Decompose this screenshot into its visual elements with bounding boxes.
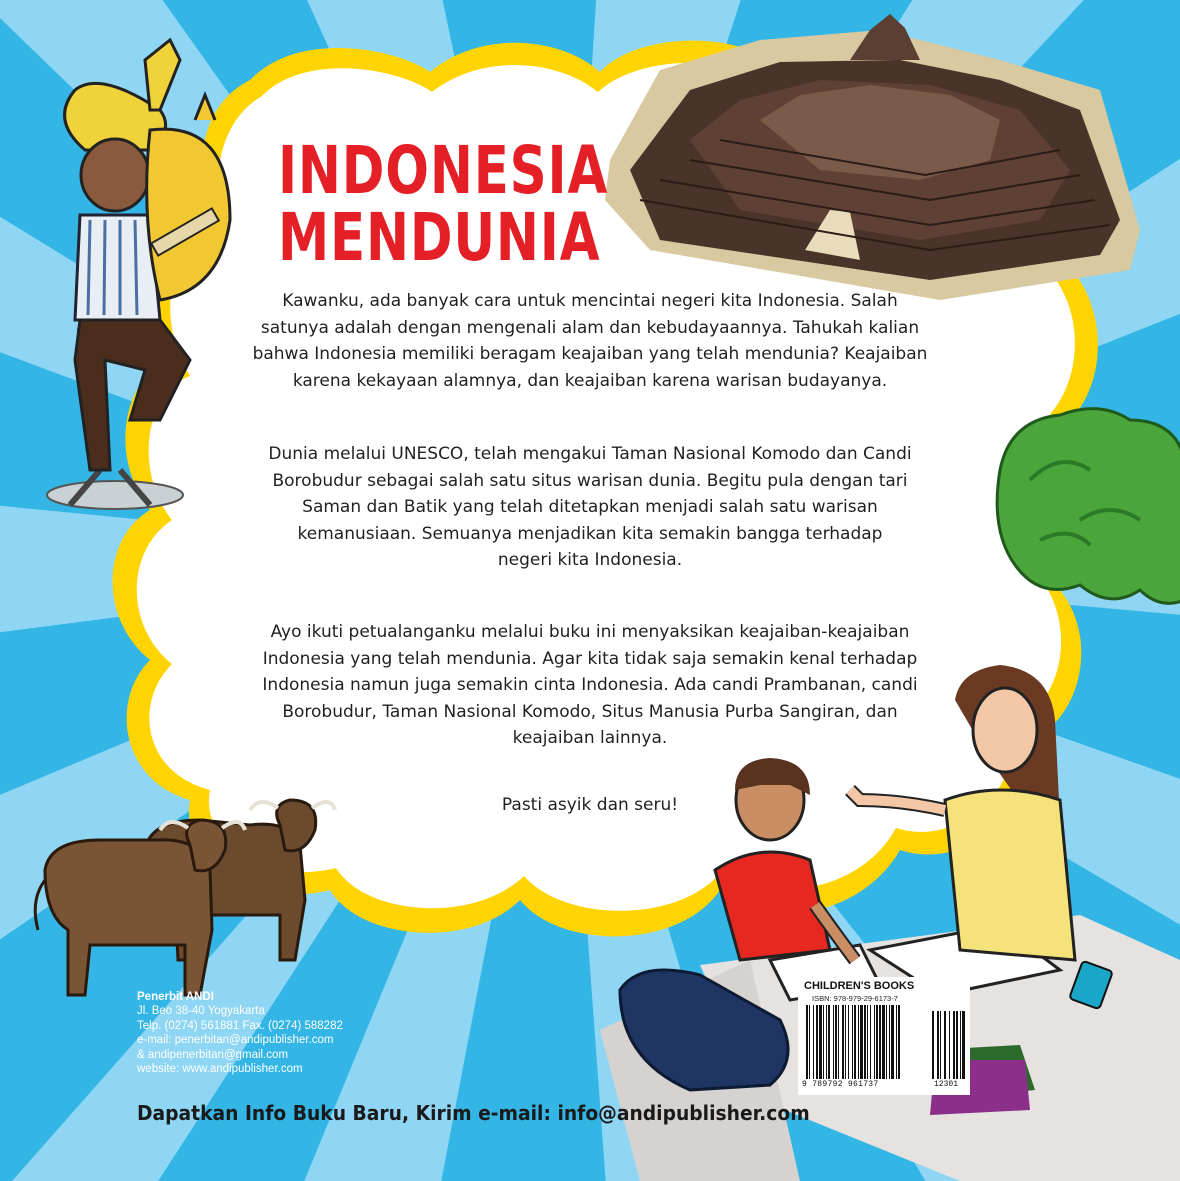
barcode-bar [848, 1005, 849, 1079]
book-title-line1: INDONESIA [278, 132, 609, 209]
barcode-bar [898, 1005, 900, 1079]
barcode-bar [896, 1005, 897, 1079]
barcode-addon-bar [940, 1011, 941, 1079]
paragraph-line: kemanusiaan. Semuanya menjadikan kita semakin bangga terhadap [297, 523, 883, 544]
barcode-bars [806, 1005, 966, 1079]
barcode-addon-bar [937, 1011, 939, 1079]
publisher-email: e-mail: penerbitan@andipublisher.com [137, 1034, 334, 1047]
barcode-bar [835, 1005, 837, 1079]
barcode-bar [864, 1005, 866, 1079]
publisher-info [137, 990, 343, 1076]
barcode-number: 9 789792 961737 [802, 1080, 879, 1089]
barcode-bar [867, 1005, 868, 1079]
paragraph-line: Borobudur sebagai salah satu situs warisan dunia. Begitu pula dengan tari [272, 470, 908, 491]
publisher-address: Jl. Beo 38-40 Yogyakarta [137, 1005, 265, 1018]
paragraph-line: Pasti asyik dan seru! [501, 795, 679, 815]
paragraph-line: satunya adalah dengan mengenali alam dan kebudayaannya. Tahukah kalian [260, 317, 920, 338]
barcode-bar [854, 1005, 856, 1079]
paragraph-line: Indonesia yang telah mendunia. Agar kita tidak saja semakin kenal terhadap [262, 648, 918, 669]
barcode-bar [889, 1005, 890, 1079]
barcode-bar [806, 1005, 808, 1079]
barcode-bar [874, 1005, 875, 1079]
barcode-addon-bar [944, 1011, 946, 1079]
barcode-addon-bar [956, 1011, 958, 1079]
paragraph-line: Indonesia namun juga semakin cinta Indonesia. Ada candi Prambanan, candi [262, 675, 918, 695]
barcode-bar [828, 1005, 830, 1079]
paragraph-line: Saman dan Batik yang telah ditetapkan menjadi salah satu warisan [302, 497, 878, 517]
barcode-bar [882, 1005, 885, 1079]
isbn-barcode [798, 977, 970, 1095]
book-title-line2: MENDUNIA [278, 199, 601, 276]
barcode-addon-bar [932, 1011, 934, 1079]
barcode-bar [826, 1005, 827, 1079]
publisher-name: Penerbit ANDI [137, 991, 214, 1003]
tree-icon [997, 409, 1180, 604]
paragraph-intro [200, 288, 980, 394]
barcode-bar [886, 1005, 887, 1079]
barcode-bar [813, 1005, 814, 1079]
publisher-phone: Telp. (0274) 561881 Fax. (0274) 588282 [137, 1019, 343, 1032]
barcode-addon-bar [953, 1011, 955, 1079]
barcode-bar [823, 1005, 824, 1079]
barcode-addon-bar [960, 1011, 961, 1079]
paragraph-line: Borobudur, Taman Nasional Komodo, Situs Manusia Purba Sangiran, dan [282, 701, 898, 722]
barcode-category: CHILDREN'S BOOKS [804, 980, 915, 992]
barcode-bar [858, 1005, 859, 1079]
paragraph-line: karena kekayaan alamnya, dan keajaiban karena warisan budayanya. [292, 370, 888, 391]
barcode-bar [842, 1005, 844, 1079]
footer-info: Dapatkan Info Buku Baru, Kirim e-mail: info@andipublisher.com [137, 1101, 810, 1125]
barcode-bar [816, 1005, 818, 1079]
paragraph-line: Dunia melalui UNESCO, telah mengakui Taman Nasional Komodo dan Candi [268, 444, 912, 464]
publisher-website: website: www.andipublisher.com [137, 1063, 303, 1076]
barcode-addon-bar [949, 1011, 950, 1079]
barcode-bar [838, 1005, 839, 1079]
barcode-bar [852, 1005, 853, 1079]
barcode-bar [876, 1005, 878, 1079]
barcode-bar [833, 1005, 834, 1079]
barcode-bar [819, 1005, 822, 1079]
paragraph-line: Ayo ikuti petualanganku melalui buku ini menyaksikan keajaiban-keajaiban [270, 622, 910, 642]
barcode-isbn: ISBN: 978-979-29-6173-7 [812, 994, 898, 1003]
barcode-bar [879, 1005, 881, 1079]
paragraph-unesco [200, 441, 980, 574]
barcode-addon: 12301 [934, 1080, 959, 1089]
barcode-addon-bar [962, 1011, 965, 1079]
paragraph-closing [380, 792, 800, 819]
publisher-email2: & andipenerbitan@gmail.com [137, 1048, 289, 1061]
barcode-bar [845, 1005, 846, 1079]
paragraph-line: bahwa Indonesia memiliki beragam keajaiban yang telah mendunia? Keajaiban [252, 344, 928, 364]
barcode-bar [860, 1005, 863, 1079]
paragraph-line: negeri kita Indonesia. [497, 550, 683, 570]
paragraph-line: Kawanku, ada banyak cara untuk mencintai negeri kita Indonesia. Salah [282, 291, 898, 311]
paragraph-adventure [200, 619, 980, 752]
barcode-bar [870, 1005, 871, 1079]
barcode-bar [809, 1005, 810, 1079]
barcode-bar [891, 1005, 894, 1079]
paragraph-line: keajaiban lainnya. [512, 728, 668, 748]
